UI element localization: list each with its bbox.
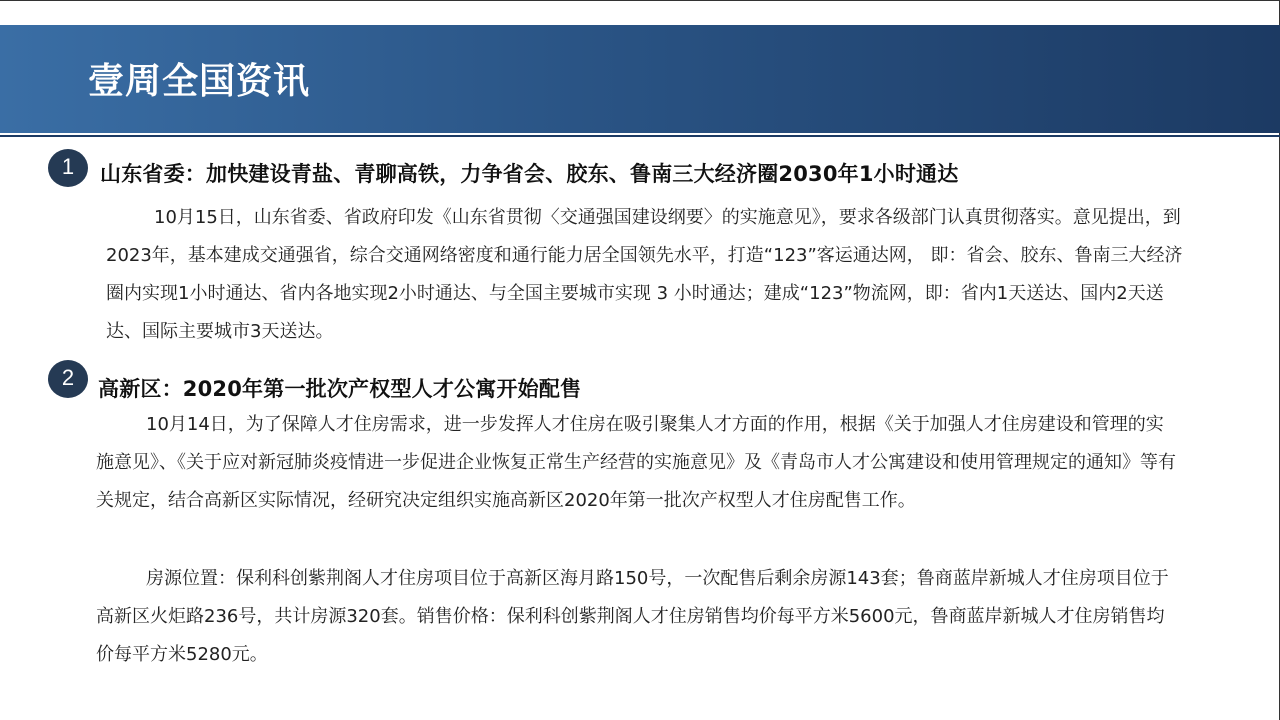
header-bar [0, 25, 1280, 133]
section-number-badge: 1 [48, 149, 88, 187]
section-number-badge: 2 [48, 360, 88, 398]
section-paragraph: 10月15日，山东省委、省政府印发《山东省贯彻〈交通强国建设纲要〉的实施意见》，要求各级部门认真贯彻落实。意见提出，到2023年，基本建成交通强省，综合交通网络密度和通行能力居全国领先水平，打造“123”客运通达网， 即：省会、胶东、鲁南三大经济圈内实现1小时通达、省内各地实现2小时通达、与全国主要城市实现 3 小时通达；建成“123”物流网，即：省内1天送达、国内2天送达、国际主要城市3天送达。 [106, 207, 1183, 342]
section-paragraph: 房源位置：保利科创紫荆阁人才住房项目位于高新区海月路150号，一次配售后剩余房源143套；鲁商蓝岸新城人才住房项目位于高新区火炬路236号，共计房源320套。销售价格：保利科创紫荆阁人才住房销售均价每平方米5600元，鲁商蓝岸新城人才住房销售均价每平方米5280元。 [96, 568, 1169, 665]
section-title: 山东省委：加快建设青盐、青聊高铁，力争省会、胶东、鲁南三大经济圈2030年1小时通达 [100, 162, 959, 186]
section-paragraph: 10月14日，为了保障人才住房需求，进一步发挥人才住房在吸引聚集人才方面的作用，根据《关于加强人才住房建设和管理的实施意见》、《关于应对新冠肺炎疫情进一步促进企业恢复正常生产经营的实施意见》及《青岛市人才公寓建设和使用管理规定的通知》等有关规定，结合高新区实际情况，经研究决定组织实施高新区2020年第一批次产权型人才住房配售工作。 [96, 414, 1176, 511]
section-title: 高新区：2020年第一批次产权型人才公寓开始配售 [98, 377, 582, 401]
page-title: 壹周全国资讯 [88, 61, 311, 102]
